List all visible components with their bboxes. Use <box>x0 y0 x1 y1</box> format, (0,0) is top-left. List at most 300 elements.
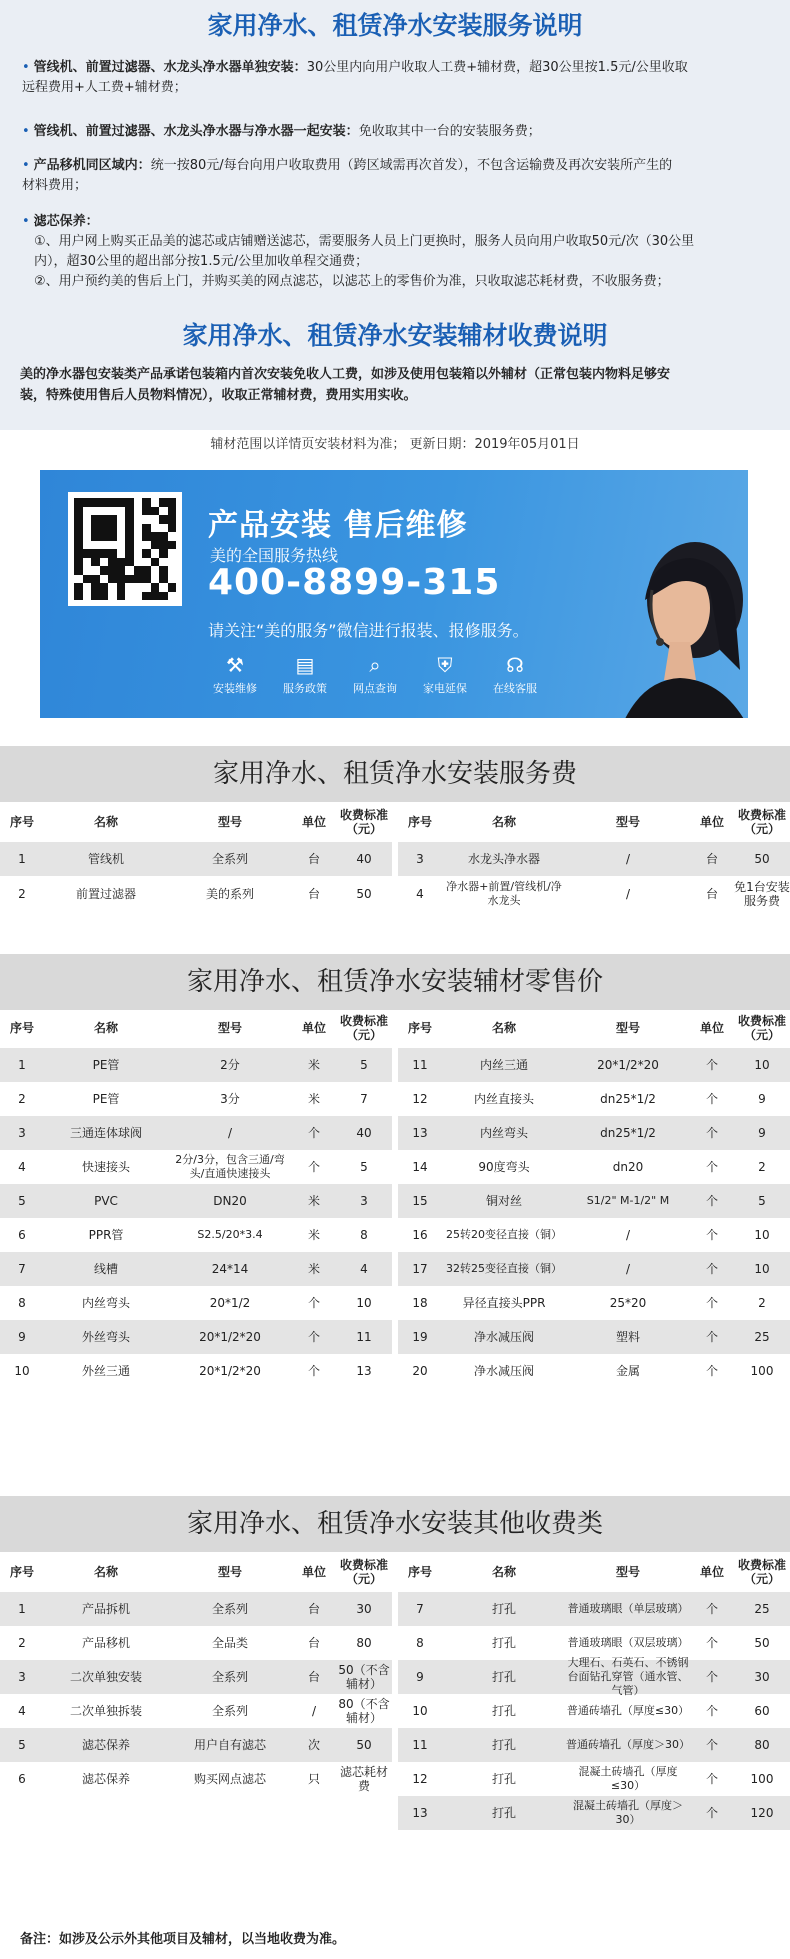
column-header-name: 名称 <box>93 1021 118 1035</box>
cell-unit: 个 <box>307 1126 320 1140</box>
cell-no: 19 <box>412 1330 428 1344</box>
cell-no: 8 <box>18 1296 26 1310</box>
table-header-row <box>0 802 790 842</box>
icon-label: 服务政策 <box>283 682 327 695</box>
note-text: 免收取其中一台的安装服务费； <box>358 124 541 139</box>
table-row <box>398 1626 790 1660</box>
cell-no: 1 <box>18 1602 26 1616</box>
bullet-icon: • <box>22 124 30 139</box>
table-row <box>398 876 790 912</box>
cell-model: dn25*1/2 <box>600 1092 656 1106</box>
cell-price: 11 <box>356 1330 372 1344</box>
cell-price: 50 <box>754 852 770 866</box>
cell-unit: 米 <box>307 1058 320 1072</box>
cell-unit: 个 <box>705 1738 718 1752</box>
cell-unit: 个 <box>705 1126 718 1140</box>
banner-title: 产品安装 售后维修 <box>208 508 468 543</box>
table-row <box>398 1694 790 1728</box>
cell-model: dn20 <box>612 1160 644 1174</box>
cell-name: 产品移机 <box>81 1636 130 1650</box>
cell-no: 4 <box>18 1704 26 1718</box>
service-fee-table-title: 家用净水、租赁净水安装服务费 <box>0 746 790 802</box>
service-link-outlet[interactable] <box>340 652 410 696</box>
cell-no: 1 <box>18 1058 26 1072</box>
qr-code-icon[interactable] <box>68 492 182 606</box>
column-header-no: 序号 <box>9 1021 34 1035</box>
note-item-1 <box>22 58 780 98</box>
para-line: 装，特殊使用售后人员物料情况），收取正常辅材费，费用实用实收。 <box>20 388 417 403</box>
table-row <box>0 1184 392 1218</box>
cell-unit: 米 <box>307 1194 320 1208</box>
note-bold: 管线机、前置过滤器、水龙头净水器单独安装： <box>33 60 307 75</box>
cell-no: 4 <box>18 1160 26 1174</box>
table-row <box>398 1252 790 1286</box>
note-text: 30公里内向用户收取人工费+辅材费，超30公里按1.5元/公里收取 <box>306 60 688 75</box>
note-text-cont: 材料费用； <box>22 178 88 193</box>
cell-no: 3 <box>416 852 424 866</box>
column-header-model: 型号 <box>615 815 640 829</box>
cell-model: 美的系列 <box>205 887 254 901</box>
cell-price: 10 <box>754 1228 770 1242</box>
table-row <box>0 842 392 876</box>
column-header-no: 序号 <box>407 815 432 829</box>
column-header-no: 序号 <box>9 815 34 829</box>
service-link-chat[interactable] <box>480 652 550 696</box>
cell-name: 内丝三通 <box>479 1058 528 1072</box>
update-date-line: 辅材范围以详情页安装材料为准； 更新日期：2019年05月01日 <box>0 430 790 460</box>
cell-name: 内丝弯头 <box>479 1126 528 1140</box>
table-row <box>0 1048 392 1082</box>
cell-no: 2 <box>18 1092 26 1106</box>
cell-price: 10 <box>754 1058 770 1072</box>
cell-name: 铜对丝 <box>485 1194 522 1208</box>
cell-model: 全系列 <box>211 1670 248 1684</box>
cell-price: 5 <box>360 1160 368 1174</box>
table-row <box>0 1728 392 1762</box>
other-fee-table-title: 家用净水、租赁净水安装其他收费类 <box>0 1496 790 1552</box>
cell-unit: 台 <box>307 852 320 866</box>
note-bold: 滤芯保养： <box>33 214 99 229</box>
cell-price: 10 <box>356 1296 372 1310</box>
cell-no: 5 <box>18 1194 26 1208</box>
table-row <box>398 1656 790 1697</box>
cell-unit: 米 <box>307 1228 320 1242</box>
cell-unit: 米 <box>307 1092 320 1106</box>
cell-no: 5 <box>18 1738 26 1752</box>
cell-unit: 只 <box>307 1772 320 1786</box>
table-row <box>0 1150 392 1184</box>
table-row <box>0 1252 392 1286</box>
cell-unit: 次 <box>307 1738 320 1752</box>
cell-model: / <box>227 1126 233 1140</box>
cell-price: 120 <box>750 1806 774 1820</box>
cell-name: 滤芯保养 <box>81 1738 130 1752</box>
cell-unit: 个 <box>705 1296 718 1310</box>
search-icon: ⌕ <box>369 653 381 677</box>
cell-unit: 个 <box>705 1364 718 1378</box>
cell-no: 9 <box>416 1670 424 1684</box>
cell-price: 30 <box>754 1670 770 1684</box>
cell-price: 2 <box>758 1296 766 1310</box>
cell-name: 90度弯头 <box>478 1160 530 1174</box>
cell-unit: 个 <box>705 1772 718 1786</box>
cell-unit: 个 <box>705 1636 718 1650</box>
table-header-row <box>0 1008 790 1048</box>
cell-unit: 个 <box>705 1670 718 1684</box>
bullet-icon: • <box>22 60 30 75</box>
cell-no: 16 <box>412 1228 428 1242</box>
column-header-no: 序号 <box>9 1565 34 1579</box>
service-link-install[interactable] <box>200 652 270 696</box>
column-header-model: 型号 <box>217 1021 242 1035</box>
banner-subtitle: 美的全国服务热线 <box>210 546 339 565</box>
cell-unit: 个 <box>705 1602 718 1616</box>
bullet-icon: • <box>22 158 30 173</box>
table-row <box>0 1354 392 1388</box>
table-header-row <box>0 1552 790 1592</box>
table-row <box>0 1592 392 1626</box>
cell-no: 6 <box>18 1228 26 1242</box>
cell-model: 用户自有滤芯 <box>193 1738 266 1752</box>
cell-name: 内丝直接头 <box>473 1092 534 1106</box>
cell-model: 全系列 <box>211 1704 248 1718</box>
table-row <box>0 1218 392 1252</box>
cell-price: 40 <box>356 852 372 866</box>
document-icon: ▤ <box>295 653 315 677</box>
cell-name: 管线机 <box>87 852 124 866</box>
cell-model: 金属 <box>615 1364 640 1378</box>
cell-model: 2分 <box>220 1058 240 1072</box>
cell-name: 25转20变径直接（铜） <box>446 1228 562 1241</box>
cell-unit: 个 <box>705 1092 718 1106</box>
table-row <box>398 1728 790 1762</box>
column-header-name: 名称 <box>491 815 516 829</box>
cell-name: 外丝三通 <box>81 1364 130 1378</box>
cell-name: 32转25变径直接（铜） <box>446 1262 562 1275</box>
cell-no: 12 <box>412 1092 428 1106</box>
column-header-unit: 单位 <box>699 815 724 829</box>
cell-model: 普通砖墙孔（厚度＞30） <box>566 1738 690 1751</box>
service-notes-section <box>0 0 790 430</box>
cell-unit: 个 <box>705 1058 718 1072</box>
cell-unit: 个 <box>307 1330 320 1344</box>
column-header-no: 序号 <box>407 1021 432 1035</box>
cell-name: 净水器+前置/管线机/净水龙头 <box>446 880 562 907</box>
material-notes-title: 家用净水、租赁净水安装辅材收费说明 <box>182 321 608 350</box>
cell-price: 60 <box>754 1704 770 1718</box>
table-row <box>0 1660 392 1694</box>
cell-no: 15 <box>412 1194 428 1208</box>
cell-price: 免1台安装服务费 <box>734 880 790 908</box>
column-header-price: 收费标准（元） <box>339 1558 388 1586</box>
cell-price: 13 <box>356 1364 372 1378</box>
filter-line: ①、用户网上购买正品美的滤芯或店铺赠送滤芯，需要服务人员上门更换时，服务人员向用户收取50元/次（30公里 <box>34 234 695 249</box>
table-row <box>0 1320 392 1354</box>
cell-name: 打孔 <box>491 1738 516 1752</box>
cell-unit: 台 <box>705 887 718 901</box>
column-header-name: 名称 <box>93 1565 118 1579</box>
service-link-warranty[interactable] <box>410 652 480 696</box>
cell-price: 50 <box>754 1636 770 1650</box>
cell-name: 打孔 <box>491 1602 516 1616</box>
table-row <box>398 1762 790 1796</box>
cell-name: 异径直接头PPR <box>462 1296 546 1310</box>
cell-price: 滤芯耗材费 <box>339 1765 388 1793</box>
cell-name: 净水减压阀 <box>473 1364 534 1378</box>
column-header-price: 收费标准（元） <box>737 1558 786 1586</box>
cell-model: 普通玻璃眼（单层玻璃） <box>567 1602 689 1615</box>
table-row <box>398 1048 790 1082</box>
cell-no: 7 <box>416 1602 424 1616</box>
cell-no: 10 <box>14 1364 30 1378</box>
cell-price: 5 <box>360 1058 368 1072</box>
cell-model: 混凝土砖墙孔（厚度≤30） <box>578 1765 678 1792</box>
filter-line: 内），超30公里的超出部分按1.5元/公里加收单程交通费； <box>34 254 369 269</box>
filter-line: ②、用户预约美的售后上门，并购买美的网点滤芯，以滤芯上的零售价为准，只收取滤芯耗材费，不收服务费； <box>34 274 670 289</box>
cell-model: 20*1/2*20 <box>597 1058 659 1072</box>
cell-model: S2.5/20*3.4 <box>197 1228 263 1241</box>
note-text: 统一按80元/每台向用户收取费用（跨区域需再次首发），不包含运输费及再次安装所产生的 <box>150 158 673 173</box>
cell-no: 14 <box>412 1160 428 1174</box>
cell-unit: 台 <box>307 1670 320 1684</box>
cell-no: 1 <box>18 852 26 866</box>
service-notes-title: 家用净水、租赁净水安装服务说明 <box>207 11 583 40</box>
banner-service-icons <box>200 652 540 707</box>
note-bold: 产品移机同区域内： <box>33 158 151 173</box>
cell-price: 7 <box>360 1092 368 1106</box>
table-row <box>398 842 790 876</box>
cell-name: 打孔 <box>491 1806 516 1820</box>
cell-no: 13 <box>412 1806 428 1820</box>
cell-price: 50（不含辅材） <box>338 1663 390 1691</box>
cell-unit: 个 <box>705 1330 718 1344</box>
cell-no: 3 <box>18 1670 26 1684</box>
cell-model: dn25*1/2 <box>600 1126 656 1140</box>
cell-no: 10 <box>412 1704 428 1718</box>
cell-unit: 台 <box>307 1636 320 1650</box>
table-row <box>0 876 392 912</box>
table-row <box>0 1082 392 1116</box>
service-banner[interactable] <box>40 470 748 718</box>
cell-no: 2 <box>18 1636 26 1650</box>
cell-name: 打孔 <box>491 1772 516 1786</box>
cell-name: 产品拆机 <box>81 1602 130 1616</box>
cell-model: 全系列 <box>211 1602 248 1616</box>
cell-no: 13 <box>412 1126 428 1140</box>
cell-name: 外丝弯头 <box>81 1330 130 1344</box>
cell-model: / <box>625 1228 631 1242</box>
cell-name: 二次单独安装 <box>69 1670 142 1684</box>
cell-unit: 米 <box>307 1262 320 1276</box>
cell-name: 净水减压阀 <box>473 1330 534 1344</box>
table-row <box>398 1796 790 1830</box>
table-row <box>398 1082 790 1116</box>
table-row <box>398 1592 790 1626</box>
cell-price: 100 <box>750 1364 774 1378</box>
column-header-model: 型号 <box>615 1565 640 1579</box>
cell-no: 3 <box>18 1126 26 1140</box>
table-row <box>398 1286 790 1320</box>
table-row <box>0 1694 392 1728</box>
cell-price: 80 <box>356 1636 372 1650</box>
cell-name: 打孔 <box>491 1704 516 1718</box>
cell-name: 三通连体球阀 <box>69 1126 142 1140</box>
table-row <box>0 1286 392 1320</box>
column-header-name: 名称 <box>93 815 118 829</box>
cell-unit: / <box>311 1704 317 1718</box>
column-header-unit: 单位 <box>301 1021 326 1035</box>
cell-unit: 台 <box>307 887 320 901</box>
cell-price: 25 <box>754 1330 770 1344</box>
footer-note: 备注：如涉及公示外其他项目及辅材，以当地收费为准。 <box>20 1932 346 1947</box>
cell-price: 25 <box>754 1602 770 1616</box>
cell-no: 20 <box>412 1364 428 1378</box>
cell-model: 大理石、石英石、不锈钢台面钻孔穿管（通水管、气管） <box>567 1656 689 1697</box>
material-price-table-title: 家用净水、租赁净水安装辅材零售价 <box>0 954 790 1010</box>
cell-no: 6 <box>18 1772 26 1786</box>
column-header-model: 型号 <box>217 1565 242 1579</box>
cell-model: 20*1/2*20 <box>199 1330 261 1344</box>
note-text-cont: 远程费用+人工费+辅材费； <box>22 80 187 95</box>
cell-name: PVC <box>94 1194 118 1208</box>
column-header-unit: 单位 <box>301 815 326 829</box>
cell-name: 滤芯保养 <box>81 1772 130 1786</box>
cell-name: 打孔 <box>491 1670 516 1684</box>
cell-price: 4 <box>360 1262 368 1276</box>
cell-no: 11 <box>412 1058 428 1072</box>
note-bold: 管线机、前置过滤器、水龙头净水器与净水器一起安装： <box>33 124 359 139</box>
cell-price: 80（不含辅材） <box>338 1697 390 1725</box>
cell-model: 混凝土砖墙孔（厚度＞30） <box>573 1799 683 1826</box>
column-header-price: 收费标准（元） <box>339 1014 388 1042</box>
cell-price: 10 <box>754 1262 770 1276</box>
cell-name: 内丝弯头 <box>81 1296 130 1310</box>
material-notes-paragraph <box>20 364 780 406</box>
column-header-name: 名称 <box>491 1021 516 1035</box>
cell-name: 水龙头净水器 <box>467 852 540 866</box>
note-item-3 <box>22 156 780 196</box>
cell-unit: 个 <box>705 1160 718 1174</box>
table-row <box>398 1150 790 1184</box>
column-header-model: 型号 <box>615 1021 640 1035</box>
icon-label: 网点查询 <box>353 682 397 695</box>
icon-label: 家电延保 <box>423 682 467 695</box>
note-item-2 <box>22 122 780 142</box>
table-row <box>398 1218 790 1252</box>
table-row <box>398 1184 790 1218</box>
table-row <box>0 1762 392 1796</box>
cell-unit: 台 <box>307 1602 320 1616</box>
cell-model: 20*1/2*20 <box>199 1364 261 1378</box>
column-header-unit: 单位 <box>699 1565 724 1579</box>
cell-no: 18 <box>412 1296 428 1310</box>
customer-service-woman-image <box>600 530 748 718</box>
table-row <box>398 1116 790 1150</box>
wrench-icon: ⚒ <box>226 653 244 677</box>
cell-no: 9 <box>18 1330 26 1344</box>
column-header-unit: 单位 <box>301 1565 326 1579</box>
cell-model: 20*1/2 <box>209 1296 251 1310</box>
para-line: 美的净水器包安装类产品承诺包装箱内首次安装免收人工费，如涉及使用包装箱以外辅材（正常包装内物料足够安 <box>20 367 671 382</box>
cell-no: 17 <box>412 1262 428 1276</box>
cell-name: PE管 <box>92 1058 120 1072</box>
icon-label: 安装维修 <box>213 682 257 695</box>
cell-unit: 个 <box>705 1806 718 1820</box>
service-link-policy[interactable] <box>270 652 340 696</box>
cell-no: 8 <box>416 1636 424 1650</box>
cell-price: 80 <box>754 1738 770 1752</box>
cell-unit: 个 <box>705 1704 718 1718</box>
cell-model: / <box>625 852 631 866</box>
cell-unit: 个 <box>705 1228 718 1242</box>
cell-model: 3分 <box>220 1092 240 1106</box>
cell-no: 12 <box>412 1772 428 1786</box>
table-row <box>398 1354 790 1388</box>
column-header-price: 收费标准（元） <box>339 808 388 836</box>
cell-name: 快速接头 <box>81 1160 130 1174</box>
cell-price: 40 <box>356 1126 372 1140</box>
cell-model: / <box>625 887 631 901</box>
column-header-unit: 单位 <box>699 1021 724 1035</box>
cell-model: 普通砖墙孔（厚度≤30） <box>566 1704 690 1717</box>
cell-name: 前置过滤器 <box>75 887 136 901</box>
cell-model: 购买网点滤芯 <box>193 1772 266 1786</box>
table-row <box>0 1626 392 1660</box>
cell-model: / <box>625 1262 631 1276</box>
cell-price: 5 <box>758 1194 766 1208</box>
cell-model: 24*14 <box>211 1262 249 1276</box>
column-header-no: 序号 <box>407 1565 432 1579</box>
cell-price: 50 <box>356 1738 372 1752</box>
column-header-model: 型号 <box>217 815 242 829</box>
table-row <box>0 1116 392 1150</box>
cell-name: 二次单独拆装 <box>69 1704 142 1718</box>
cell-name: PE管 <box>92 1092 120 1106</box>
cell-model: 25*20 <box>609 1296 647 1310</box>
cell-price: 9 <box>758 1126 766 1140</box>
cell-price: 3 <box>360 1194 368 1208</box>
table-row <box>398 1320 790 1354</box>
cell-no: 11 <box>412 1738 428 1752</box>
cell-model: DN20 <box>213 1194 247 1208</box>
cell-unit: 台 <box>705 852 718 866</box>
cell-no: 2 <box>18 887 26 901</box>
banner-wechat-text: 请关注“美的服务”微信进行报装、报修服务。 <box>208 621 529 640</box>
cell-price: 30 <box>356 1602 372 1616</box>
cell-unit: 个 <box>705 1262 718 1276</box>
cell-price: 100 <box>750 1772 774 1786</box>
cell-model: 2分/3分，包含三通/弯头/直通快速接头 <box>175 1153 285 1180</box>
cell-price: 9 <box>758 1092 766 1106</box>
cell-name: 打孔 <box>491 1636 516 1650</box>
column-header-price: 收费标准（元） <box>737 808 786 836</box>
column-header-name: 名称 <box>491 1565 516 1579</box>
headset-icon: ☊ <box>506 653 524 677</box>
cell-price: 8 <box>360 1228 368 1242</box>
cell-no: 4 <box>416 887 424 901</box>
cell-name: PPR管 <box>88 1228 124 1242</box>
cell-unit: 个 <box>705 1194 718 1208</box>
shield-icon: ⛨ <box>437 653 453 677</box>
cell-model: 塑料 <box>615 1330 640 1344</box>
cell-price: 2 <box>758 1160 766 1174</box>
cell-unit: 个 <box>307 1160 320 1174</box>
icon-label: 在线客服 <box>493 682 537 695</box>
cell-model: 普通玻璃眼（双层玻璃） <box>567 1636 689 1649</box>
banner-hotline[interactable]: 400-8899-315 <box>208 562 501 603</box>
cell-price: 50 <box>356 887 372 901</box>
cell-model: 全系列 <box>211 852 248 866</box>
